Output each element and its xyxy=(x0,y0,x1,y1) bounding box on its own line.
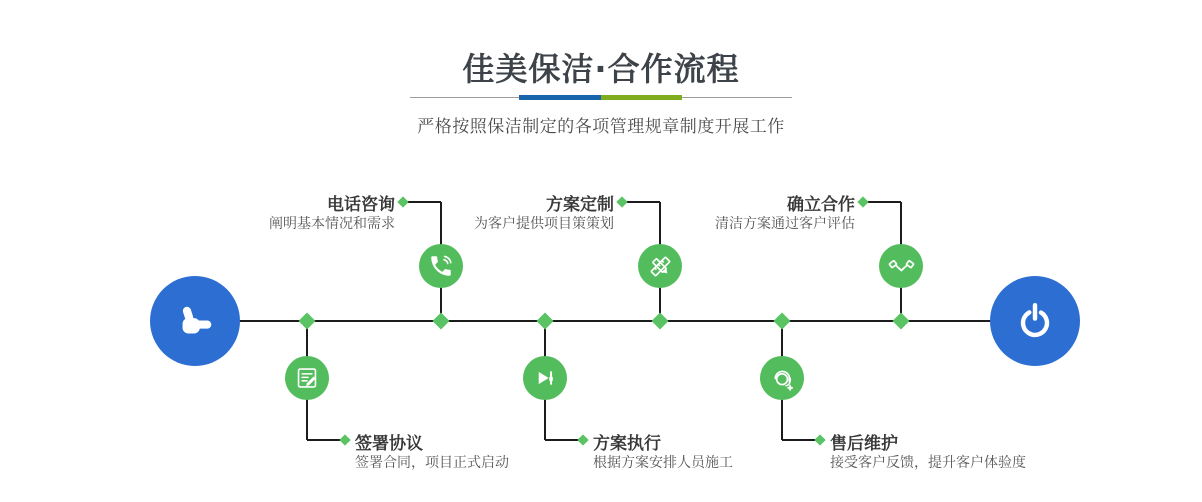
step-desc: 接受客户反馈，提升客户体验度 xyxy=(830,455,1026,471)
timeline-diamond-marker xyxy=(299,313,316,330)
power-icon xyxy=(1012,298,1058,344)
step-circle-design xyxy=(638,244,682,288)
label-diamond-marker xyxy=(339,434,350,445)
pencil-ruler-icon xyxy=(647,253,674,280)
step-circle-sign xyxy=(285,356,329,400)
title-divider xyxy=(410,95,792,100)
flow-end-circle xyxy=(990,276,1080,366)
timeline-diamond-marker xyxy=(893,313,910,330)
page-subtitle: 严格按照保洁制定的各项管理规章制度开展工作 xyxy=(417,117,785,137)
step-desc: 根据方案安排人员施工 xyxy=(593,455,733,471)
step-title: 签署协议 xyxy=(355,434,423,454)
phone-icon xyxy=(428,253,454,279)
page-title: 佳美保洁·合作流程 xyxy=(462,50,740,88)
step-title: 方案定制 xyxy=(546,195,614,215)
step-desc: 清洁方案通过客户评估 xyxy=(715,216,855,232)
step-title: 方案执行 xyxy=(593,434,661,454)
handshake-icon xyxy=(888,253,915,280)
step-circle-phone xyxy=(419,244,463,288)
label-diamond-marker xyxy=(814,434,825,445)
step-circle-support xyxy=(760,356,804,400)
timeline-diamond-marker xyxy=(433,313,450,330)
hand-pointer-icon xyxy=(172,298,218,344)
step-desc: 为客户提供项目策策划 xyxy=(474,216,614,232)
divider-blue-segment xyxy=(519,95,601,100)
timeline-diamond-marker xyxy=(774,313,791,330)
label-diamond-marker xyxy=(857,196,868,207)
play-icon xyxy=(532,365,558,391)
timeline-diamond-marker xyxy=(537,313,554,330)
timeline-line xyxy=(195,320,1040,322)
label-diamond-marker xyxy=(616,196,627,207)
timeline-diamond-marker xyxy=(652,313,669,330)
customer-service-icon xyxy=(769,365,796,392)
step-desc: 签署合同，项目正式启动 xyxy=(355,455,509,471)
step-circle-handshake xyxy=(879,244,923,288)
divider-green-segment xyxy=(601,95,682,100)
step-desc: 阐明基本情况和需求 xyxy=(269,216,395,232)
step-title: 确立合作 xyxy=(787,195,855,215)
step-circle-execute xyxy=(523,356,567,400)
step-title: 售后维护 xyxy=(830,434,898,454)
step-title: 电话咨询 xyxy=(327,195,395,215)
document-sign-icon xyxy=(294,365,320,391)
label-diamond-marker xyxy=(577,434,588,445)
label-diamond-marker xyxy=(397,196,408,207)
flow-start-circle xyxy=(150,276,240,366)
